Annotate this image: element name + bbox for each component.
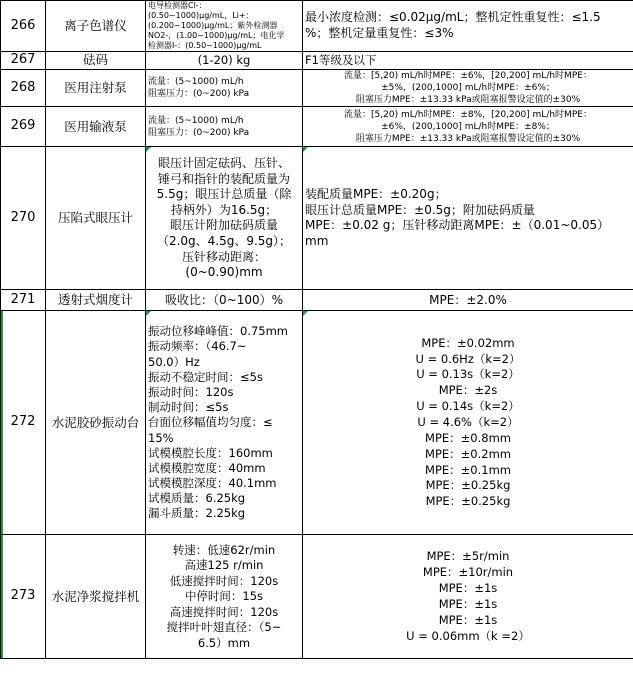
crit-line: MPE：±0.1mm (425, 462, 511, 477)
crit-line: MPE：±0.2mm (425, 446, 511, 461)
measurement-range (146, 147, 303, 290)
spec-line: 锤弓和指针的装配质量为 (157, 171, 290, 186)
spec-line: 振动频率：（46.7~ (148, 339, 247, 354)
instrument-name: 压陷式眼压计 (46, 147, 146, 290)
crit-line: 眼压计总质量MPE：±0.5g；附加砝码质量 (305, 202, 535, 217)
crit-line: 流量：[5,20) mL/h时MPE：±6%，[20,200] mL/h时MPE： (344, 71, 592, 81)
spec-line: 6.5）mm (197, 635, 251, 650)
crit-line: MPE：±0.8mm (425, 430, 511, 445)
spec-line: 阻塞压力：(0~200) kPa (148, 89, 250, 100)
spec-line: 检测器I-：(0.50~1000)μg/mL (148, 41, 262, 50)
instrument-name: 水泥净浆搅拌机 (46, 535, 146, 659)
crit-line: MPE：±1s (438, 612, 498, 627)
crit-line: MPE：±1s (438, 596, 498, 611)
measurement-range: 吸收比：（0~100）% (146, 290, 303, 311)
accuracy-criteria: F1等级及以下 (303, 52, 633, 70)
spec-line: 振动时间：120s (148, 384, 234, 399)
crit-line: MPE：±2s (438, 383, 498, 398)
crit-line: U = 0.06mm（k =2） (406, 628, 530, 643)
spec-line: 振动位移峰峰值：0.75mm (148, 324, 289, 339)
crit-line: U = 4.6%（k=2） (417, 414, 519, 429)
instrument-name: 离子色谱仪 (46, 1, 146, 52)
spec-line: 制动时间：≤5s (148, 400, 229, 415)
spec-line: 眼压计附加砝码质量 (169, 218, 278, 233)
crit-line: 流量：[5,20) mL/h时MPE：±8%，[20,200] mL/h时MPE： (344, 109, 592, 120)
crit-line: 装配质量MPE：±0.20g； (305, 187, 447, 202)
instrument-name: 砝码 (46, 52, 146, 70)
measurement-range (146, 535, 303, 659)
crit-line: 阻塞压力MPE：±13.33 kPa或阻塞报警设定值的±30% (355, 95, 581, 106)
spec-line: 眼压计固定砝码、压针、 (157, 156, 290, 171)
table-row (1, 535, 633, 659)
accuracy-criteria (303, 147, 633, 290)
spec-line: 15% (148, 430, 174, 445)
crit-line: %；整机定量重复性：≤3% (305, 26, 454, 40)
accuracy-criteria: MPE：±2.0% (303, 290, 633, 311)
row-number: 272 (1, 311, 46, 535)
spec-line: 高速搅拌时间：120s (169, 604, 279, 619)
row-number: 266 (1, 1, 46, 52)
row-number: 273 (1, 535, 46, 659)
spec-line: 持柄外）为16.5g； (170, 202, 278, 217)
crit-line: U = 0.6Hz（k=2） (415, 351, 521, 366)
spec-line: 流量：(5~1000) mL/h (148, 77, 244, 88)
accuracy-criteria (303, 70, 633, 107)
spec-line: 转速：低速62r/min (172, 542, 276, 557)
row-number: 269 (1, 107, 46, 147)
measurement-range (146, 107, 303, 147)
crit-line: mm (305, 234, 329, 249)
accuracy-criteria (303, 535, 633, 659)
spec-line: 试模质量：6.25kg (148, 491, 246, 506)
spec-line: 50.0）Hz (148, 354, 200, 369)
instrument-name: 医用输液泵 (46, 107, 146, 147)
row-number: 270 (1, 147, 46, 290)
measurement-range: (1-20) kg (146, 52, 303, 70)
spec-line: NO2-，(1.00~1000)μg/mL；电化学 (148, 31, 285, 40)
spec-line: 5.5g；眼压计总质量（除 (156, 187, 292, 202)
spec-line: 低速搅拌时间：120s (169, 573, 279, 588)
crit-line: MPE：±10r/min (422, 565, 514, 580)
measurement-range (146, 70, 303, 107)
spec-line: 台面位移幅值均匀度：≤ (148, 415, 273, 430)
spec-line: 高速125 r/min (184, 558, 264, 573)
accuracy-criteria (303, 311, 633, 535)
spec-line: 电导检测器Cl-： (148, 1, 207, 10)
crit-line: MPE：±0.25kg (425, 494, 511, 509)
spec-line: 试模模腔深度：40.1mm (148, 476, 277, 491)
spec-line: 试模模腔长度：160mm (148, 445, 273, 460)
crit-line: 最小浓度检测：≤0.02μg/mL；整机定性重复性：≤1.5 (305, 10, 601, 25)
spec-line: (0.200~1000)μg/mL；紫外检测器 (148, 21, 278, 30)
table-row (1, 147, 633, 290)
measurement-range (146, 1, 303, 52)
spec-line: 振动不稳定时间：≤5s (148, 369, 263, 384)
spec-line: 搅拌叶叶翅直径：（5~ (166, 620, 282, 635)
crit-line: MPE：±0.02mm (421, 335, 515, 350)
table-row (1, 52, 633, 70)
table-row (1, 107, 633, 147)
row-number: 268 (1, 70, 46, 107)
row-number: 267 (1, 52, 46, 70)
table-body (1, 1, 633, 659)
spec-line: 试模模腔宽度：40mm (148, 460, 266, 475)
crit-line: 阻塞压力MPE：±13.33 kPa或阻塞报警设定值的±30% (355, 133, 581, 144)
table-row (1, 70, 633, 107)
instrument-name: 水泥胶砂振动台 (46, 311, 146, 535)
table-row (1, 1, 633, 52)
table-row (1, 311, 633, 535)
crit-line: MPE：±1s (438, 581, 498, 596)
crit-line: MPE：±5r/min (426, 549, 510, 564)
spec-line: (0.50~1000)μg/mL，Li+： (148, 11, 254, 20)
spec-line: 中停时间：15s (184, 589, 264, 604)
instrument-name: 透射式烟度计 (46, 290, 146, 311)
spec-line: 流量：(5~1000) mL/h (148, 115, 244, 126)
crit-line: MPE：±0.25kg (425, 478, 511, 493)
measurement-range (146, 311, 303, 535)
crit-line: U = 0.14s（k=2） (416, 399, 520, 414)
accuracy-criteria (303, 107, 633, 147)
accuracy-criteria (303, 1, 633, 52)
table-row (1, 290, 633, 311)
crit-line: ±6%，(200,1000] mL/h时MPE：±8%； (381, 121, 555, 132)
spec-line: 阻塞压力：(0~200) kPa (148, 127, 250, 138)
crit-line: U = 0.13s（k=2） (416, 367, 520, 382)
instrument-name: 医用注射泵 (46, 70, 146, 107)
spec-line: (0~0.90)mm (185, 265, 263, 280)
spec-line: 漏斗质量：2.25kg (148, 506, 246, 521)
crit-line: ±5%，(200,1000] mL/h时MPE：±6%； (381, 83, 555, 94)
spec-line: 压针移动距离： (181, 249, 266, 264)
row-number: 271 (1, 290, 46, 311)
crit-line: MPE：±0.02 g；压针移动距离MPE：±（0.01~0.05） (305, 218, 610, 233)
spec-line: （2.0g、4.5g、9.5g）； (156, 234, 292, 249)
